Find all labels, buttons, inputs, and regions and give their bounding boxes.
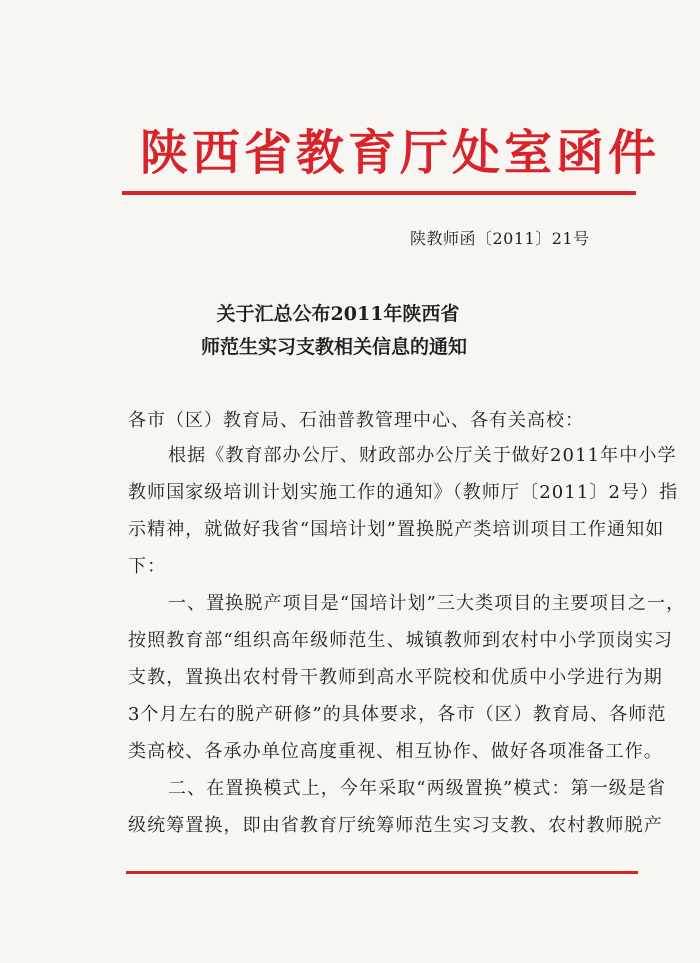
body-line: 级统筹置换，即由省教育厅统筹师范生实习支教、农村教师脱产 [128,815,663,836]
body-line: 按照教育部“组织高年级师范生、城镇教师到农村中小学顶岗实习 [128,630,674,651]
notice-title-line-1: 关于汇总公布2011年陕西省 [216,303,460,325]
letterhead-red-rule [122,191,636,195]
body-line: 根据《教育部办公厅、财政部办公厅关于做好2011年中小学 [168,445,677,466]
document-number: 陕教师函〔2011〕21号 [410,229,590,248]
body-line: 3个月左右的脱产研修”的具体要求，各市（区）教育局、各师范 [128,704,667,725]
body-line: 二、在置换模式上，今年采取“两级置换”模式：第一级是省 [168,778,667,799]
notice-title-line-2: 师范生实习支教相关信息的通知 [200,336,467,358]
body-line: 示精神，就做好我省“国培计划”置换脱产类培训项目工作通知如 [128,519,665,540]
body-line: 一、置换脱产项目是“国培计划”三大类项目的主要项目之一， [168,593,686,614]
body-line: 下： [128,556,167,577]
letterhead-title: 陕西省教育厅处室函件 [140,125,661,181]
footer-red-rule [126,871,638,874]
body-line: 教师国家级培训计划实施工作的通知》（教师厅〔2011〕2号）指 [128,482,679,503]
recipients-line: 各市（区）教育局、石油普教管理中心、各有关高校： [128,410,584,431]
body-line: 支教，置换出农村骨干教师到高水平院校和优质中小学进行为期 [128,667,663,688]
body-line: 类高校、各承办单位高度重视、相互协作、做好各项准备工作。 [128,741,663,762]
